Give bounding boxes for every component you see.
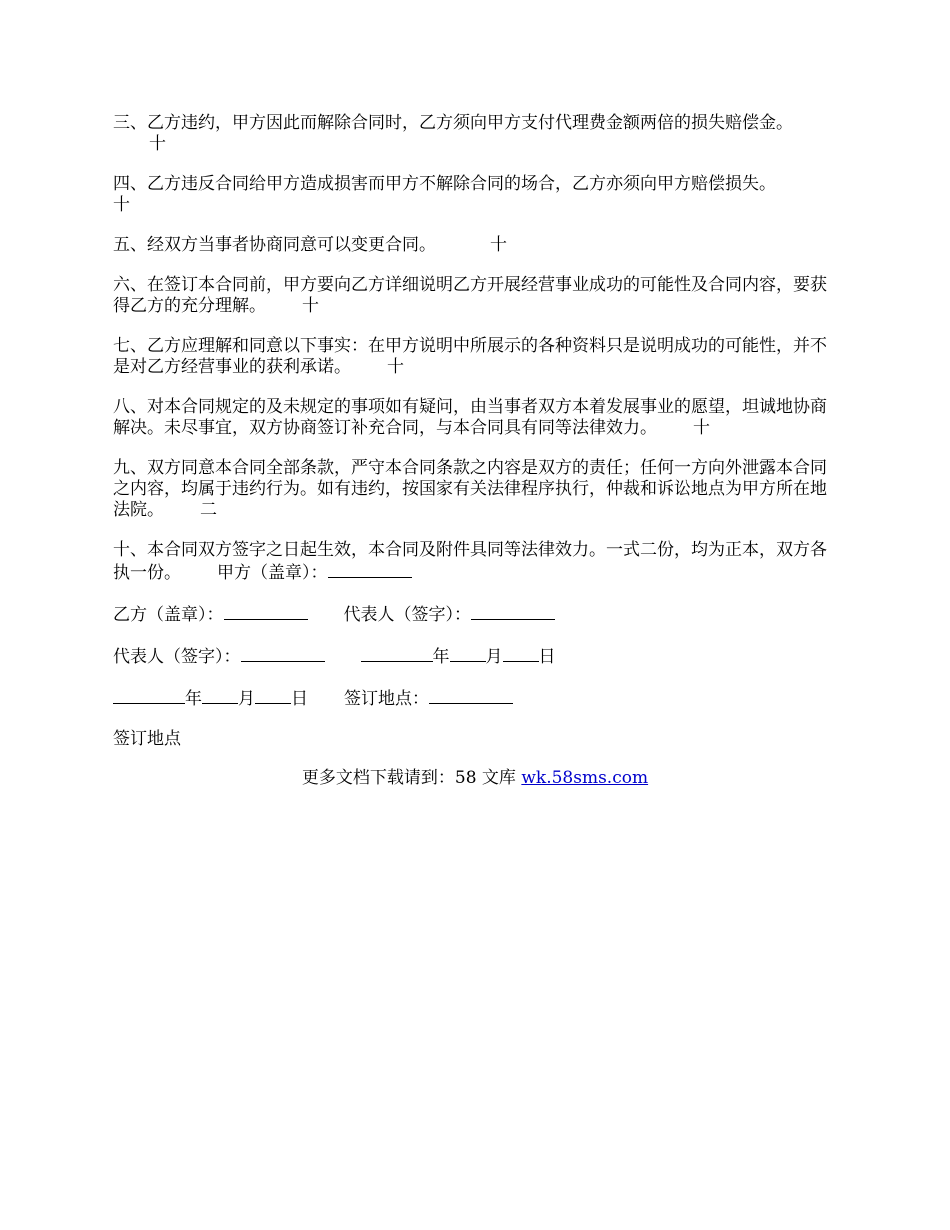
clause-10 [113,540,843,584]
day-label: 日 [291,689,308,709]
month-blank[interactable] [450,645,486,662]
day-blank[interactable] [503,645,539,662]
signature-row-3 [113,687,843,710]
clause-mark: 十 [302,296,319,316]
footer-text: 更多文档下载请到：58 文库 [301,768,522,788]
clause-text: 六、在签订本合同前，甲方要向乙方详细说明乙方开展经营事业成功的可能性及合同内容，要获得乙方的充分理解。 [113,275,827,316]
sign-place-line [113,729,843,750]
party-b-seal-label: 乙方（盖章）： [113,605,224,625]
day-label: 日 [538,647,556,667]
representative-label: 代表人（签字）： [113,647,241,667]
clause-text: 八、对本合同规定的及未规定的事项如有疑问，由当事者双方本着发展事业的愿望，坦诚地协商解决。未尽事宜，双方协商签订补充合同，与本合同具有同等法律效力。 [113,397,827,438]
representative-blank[interactable] [241,645,325,662]
sign-place-label: 签订地点： [344,689,429,709]
representative-label: 代表人（签字）： [343,605,471,625]
clause-text: 三、乙方违约，甲方因此而解除合同时，乙方须向甲方支付代理费金额两倍的损失赔偿金。 [113,113,793,133]
party-a-seal-label: 甲方（盖章）： [217,563,328,583]
month-label: 月 [238,689,255,709]
party-a-seal-blank[interactable] [328,561,412,578]
clause-8 [113,397,843,439]
signature-row-1 [113,603,843,626]
clause-mark: 十 [149,134,166,154]
clause-3 [113,113,843,155]
party-b-seal-blank[interactable] [224,603,308,620]
clause-4 [113,174,843,216]
signature-row-2 [113,645,843,668]
sign-place-blank[interactable] [429,687,513,704]
contract-body [113,113,843,769]
year-blank[interactable] [113,687,185,704]
footer-link[interactable]: wk.58sms.com [521,768,649,788]
sign-place-text: 签订地点 [113,729,181,749]
clause-text: 七、乙方应理解和同意以下事实：在甲方说明中所展示的各种资料只是说明成功的可能性，并不是对乙方经营事业的获利承诺。 [113,336,827,377]
clause-7 [113,336,843,378]
month-label: 月 [485,647,503,667]
clause-mark: 十 [113,195,130,215]
clause-mark: 二 [200,500,217,520]
year-blank[interactable] [361,645,433,662]
year-label: 年 [432,647,450,667]
clause-text: 五、经双方当事者协商同意可以变更合同。 [113,235,436,255]
month-blank[interactable] [202,687,238,704]
clause-mark: 十 [693,418,710,438]
footer [0,768,950,789]
clause-mark: 十 [490,235,507,255]
representative-blank[interactable] [471,603,555,620]
clause-mark: 十 [387,357,404,377]
clause-text: 四、乙方违反合同给甲方造成损害而甲方不解除合同的场合，乙方亦须向甲方赔偿损失。 [113,174,776,194]
clause-text: 十、本合同双方签字之日起生效，本合同及附件具同等法律效力。一式二份，均为正本，双方各执一份。 [113,540,827,583]
clause-5 [113,235,843,256]
day-blank[interactable] [255,687,291,704]
clause-text: 九、双方同意本合同全部条款，严守本合同条款之内容是双方的责任；任何一方向外泄露本合同之内容，均属于违约行为。如有违约，按国家有关法律程序执行，仲裁和诉讼地点为甲方所在地法院。 [113,458,827,520]
clause-6 [113,275,843,317]
year-label: 年 [185,689,202,709]
clause-9 [113,458,843,521]
